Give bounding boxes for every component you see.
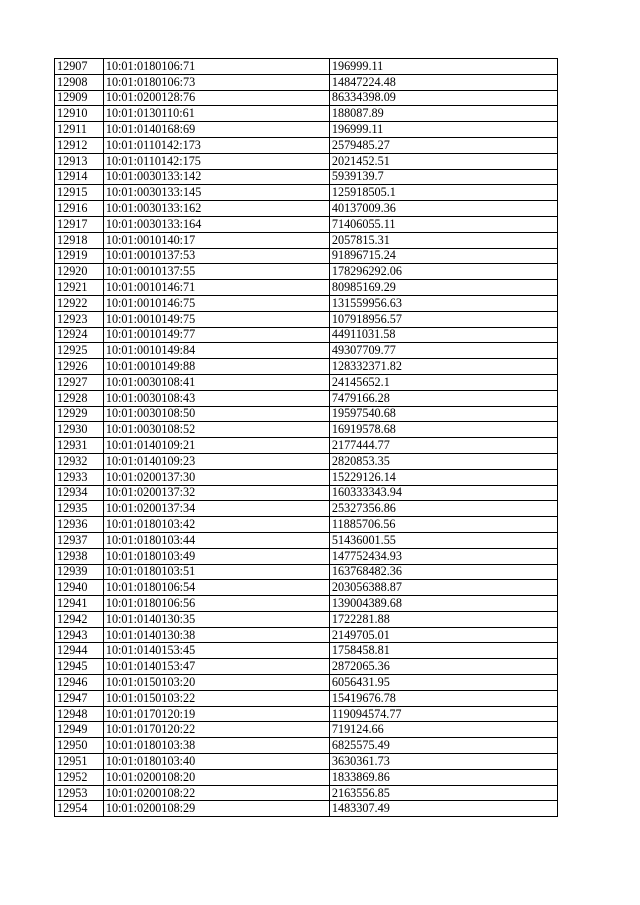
table-row xyxy=(55,153,558,169)
table-row xyxy=(55,406,558,422)
value-cell: 147752434.93 xyxy=(329,548,557,564)
row-number-cell: 12935 xyxy=(55,501,104,517)
value-cell: 24145652.1 xyxy=(329,374,557,390)
row-number-cell: 12913 xyxy=(55,153,104,169)
cadastral-number-cell: 10:01:0030108:52 xyxy=(103,422,329,438)
cadastral-number-cell: 10:01:0140130:35 xyxy=(103,611,329,627)
value-cell: 14847224.48 xyxy=(329,74,557,90)
cadastral-number-cell: 10:01:0200128:76 xyxy=(103,90,329,106)
row-number-cell: 12944 xyxy=(55,643,104,659)
table-row xyxy=(55,122,558,138)
table-row xyxy=(55,580,558,596)
value-cell: 15419676.78 xyxy=(329,690,557,706)
value-cell: 196999.11 xyxy=(329,122,557,138)
value-cell: 2872065.36 xyxy=(329,659,557,675)
table-row xyxy=(55,564,558,580)
table-row xyxy=(55,216,558,232)
table-row xyxy=(55,137,558,153)
cadastral-number-cell: 10:01:0140153:47 xyxy=(103,659,329,675)
cadastral-number-cell: 10:01:0010146:75 xyxy=(103,295,329,311)
cadastral-number-cell: 10:01:0030133:162 xyxy=(103,201,329,217)
value-cell: 2177444.77 xyxy=(329,438,557,454)
table-row xyxy=(55,738,558,754)
table-row xyxy=(55,327,558,343)
row-number-cell: 12917 xyxy=(55,216,104,232)
table-row xyxy=(55,90,558,106)
row-number-cell: 12945 xyxy=(55,659,104,675)
value-cell: 188087.89 xyxy=(329,106,557,122)
data-table xyxy=(54,58,558,817)
table-row xyxy=(55,343,558,359)
value-cell: 91896715.24 xyxy=(329,248,557,264)
value-cell: 1758458.81 xyxy=(329,643,557,659)
value-cell: 16919578.68 xyxy=(329,422,557,438)
row-number-cell: 12951 xyxy=(55,754,104,770)
cadastral-number-cell: 10:01:0180103:38 xyxy=(103,738,329,754)
cadastral-number-cell: 10:01:0110142:173 xyxy=(103,137,329,153)
row-number-cell: 12936 xyxy=(55,517,104,533)
cadastral-number-cell: 10:01:0140109:21 xyxy=(103,438,329,454)
cadastral-number-cell: 10:01:0180103:42 xyxy=(103,517,329,533)
table-row xyxy=(55,374,558,390)
cadastral-number-cell: 10:01:0140109:23 xyxy=(103,453,329,469)
value-cell: 139004389.68 xyxy=(329,596,557,612)
table-row xyxy=(55,754,558,770)
value-cell: 125918505.1 xyxy=(329,185,557,201)
row-number-cell: 12931 xyxy=(55,438,104,454)
cadastral-number-cell: 10:01:0180106:56 xyxy=(103,596,329,612)
table-row xyxy=(55,106,558,122)
row-number-cell: 12943 xyxy=(55,627,104,643)
row-number-cell: 12950 xyxy=(55,738,104,754)
cadastral-number-cell: 10:01:0130110:61 xyxy=(103,106,329,122)
cadastral-number-cell: 10:01:0010137:53 xyxy=(103,248,329,264)
row-number-cell: 12916 xyxy=(55,201,104,217)
value-cell: 1833869.86 xyxy=(329,769,557,785)
cadastral-number-cell: 10:01:0010140:17 xyxy=(103,232,329,248)
value-cell: 2820853.35 xyxy=(329,453,557,469)
row-number-cell: 12915 xyxy=(55,185,104,201)
value-cell: 71406055.11 xyxy=(329,216,557,232)
cadastral-number-cell: 10:01:0030108:50 xyxy=(103,406,329,422)
table-row xyxy=(55,611,558,627)
table-row xyxy=(55,643,558,659)
table-row xyxy=(55,185,558,201)
cadastral-number-cell: 10:01:0180103:49 xyxy=(103,548,329,564)
table-row xyxy=(55,548,558,564)
row-number-cell: 12907 xyxy=(55,59,104,75)
value-cell: 49307709.77 xyxy=(329,343,557,359)
row-number-cell: 12927 xyxy=(55,374,104,390)
table-row xyxy=(55,74,558,90)
cadastral-number-cell: 10:01:0180106:54 xyxy=(103,580,329,596)
table-row xyxy=(55,596,558,612)
cadastral-number-cell: 10:01:0200137:34 xyxy=(103,501,329,517)
row-number-cell: 12947 xyxy=(55,690,104,706)
row-number-cell: 12953 xyxy=(55,785,104,801)
cadastral-number-cell: 10:01:0200108:22 xyxy=(103,785,329,801)
row-number-cell: 12940 xyxy=(55,580,104,596)
cadastral-number-cell: 10:01:0180103:40 xyxy=(103,754,329,770)
table-body xyxy=(55,59,558,817)
table-row xyxy=(55,501,558,517)
value-cell: 44911031.58 xyxy=(329,327,557,343)
table-row xyxy=(55,627,558,643)
row-number-cell: 12912 xyxy=(55,137,104,153)
table-row xyxy=(55,453,558,469)
row-number-cell: 12929 xyxy=(55,406,104,422)
table-row xyxy=(55,469,558,485)
cadastral-number-cell: 10:01:0140130:38 xyxy=(103,627,329,643)
row-number-cell: 12918 xyxy=(55,232,104,248)
row-number-cell: 12925 xyxy=(55,343,104,359)
cadastral-number-cell: 10:01:0170120:19 xyxy=(103,706,329,722)
cadastral-number-cell: 10:01:0180103:44 xyxy=(103,532,329,548)
cadastral-number-cell: 10:01:0030108:43 xyxy=(103,390,329,406)
value-cell: 119094574.77 xyxy=(329,706,557,722)
cadastral-number-cell: 10:01:0180106:71 xyxy=(103,59,329,75)
table-row xyxy=(55,169,558,185)
table-row xyxy=(55,769,558,785)
table-row xyxy=(55,675,558,691)
cadastral-number-cell: 10:01:0180106:73 xyxy=(103,74,329,90)
cadastral-number-cell: 10:01:0010149:77 xyxy=(103,327,329,343)
value-cell: 25327356.86 xyxy=(329,501,557,517)
value-cell: 6056431.95 xyxy=(329,675,557,691)
table-row xyxy=(55,248,558,264)
value-cell: 1722281.88 xyxy=(329,611,557,627)
row-number-cell: 12922 xyxy=(55,295,104,311)
cadastral-number-cell: 10:01:0010149:88 xyxy=(103,359,329,375)
value-cell: 196999.11 xyxy=(329,59,557,75)
value-cell: 80985169.29 xyxy=(329,280,557,296)
table-row xyxy=(55,485,558,501)
cadastral-number-cell: 10:01:0110142:175 xyxy=(103,153,329,169)
table-row xyxy=(55,295,558,311)
value-cell: 19597540.68 xyxy=(329,406,557,422)
row-number-cell: 12938 xyxy=(55,548,104,564)
value-cell: 3630361.73 xyxy=(329,754,557,770)
cadastral-number-cell: 10:01:0200137:32 xyxy=(103,485,329,501)
value-cell: 178296292.06 xyxy=(329,264,557,280)
cadastral-number-cell: 10:01:0010149:84 xyxy=(103,343,329,359)
table-row xyxy=(55,438,558,454)
cadastral-number-cell: 10:01:0200108:29 xyxy=(103,801,329,817)
table-row xyxy=(55,659,558,675)
cadastral-number-cell: 10:01:0170120:22 xyxy=(103,722,329,738)
table-row xyxy=(55,359,558,375)
value-cell: 719124.66 xyxy=(329,722,557,738)
cadastral-number-cell: 10:01:0180103:51 xyxy=(103,564,329,580)
cadastral-number-cell: 10:01:0030108:41 xyxy=(103,374,329,390)
row-number-cell: 12949 xyxy=(55,722,104,738)
row-number-cell: 12914 xyxy=(55,169,104,185)
table-row xyxy=(55,232,558,248)
row-number-cell: 12932 xyxy=(55,453,104,469)
cadastral-number-cell: 10:01:0030133:145 xyxy=(103,185,329,201)
value-cell: 7479166.28 xyxy=(329,390,557,406)
value-cell: 2163556.85 xyxy=(329,785,557,801)
cadastral-number-cell: 10:01:0030133:164 xyxy=(103,216,329,232)
value-cell: 2057815.31 xyxy=(329,232,557,248)
row-number-cell: 12908 xyxy=(55,74,104,90)
value-cell: 131559956.63 xyxy=(329,295,557,311)
table-row xyxy=(55,690,558,706)
value-cell: 2149705.01 xyxy=(329,627,557,643)
row-number-cell: 12942 xyxy=(55,611,104,627)
table-row xyxy=(55,311,558,327)
cadastral-number-cell: 10:01:0010137:55 xyxy=(103,264,329,280)
value-cell: 6825575.49 xyxy=(329,738,557,754)
row-number-cell: 12937 xyxy=(55,532,104,548)
value-cell: 15229126.14 xyxy=(329,469,557,485)
row-number-cell: 12924 xyxy=(55,327,104,343)
table-row xyxy=(55,706,558,722)
value-cell: 51436001.55 xyxy=(329,532,557,548)
row-number-cell: 12920 xyxy=(55,264,104,280)
table-row xyxy=(55,280,558,296)
cadastral-number-cell: 10:01:0010149:75 xyxy=(103,311,329,327)
value-cell: 107918956.57 xyxy=(329,311,557,327)
row-number-cell: 12952 xyxy=(55,769,104,785)
row-number-cell: 12926 xyxy=(55,359,104,375)
table-row xyxy=(55,422,558,438)
table-row xyxy=(55,201,558,217)
cadastral-number-cell: 10:01:0030133:142 xyxy=(103,169,329,185)
table-row xyxy=(55,785,558,801)
row-number-cell: 12939 xyxy=(55,564,104,580)
row-number-cell: 12946 xyxy=(55,675,104,691)
cadastral-number-cell: 10:01:0200108:20 xyxy=(103,769,329,785)
value-cell: 5939139.7 xyxy=(329,169,557,185)
value-cell: 40137009.36 xyxy=(329,201,557,217)
row-number-cell: 12934 xyxy=(55,485,104,501)
row-number-cell: 12909 xyxy=(55,90,104,106)
row-number-cell: 12948 xyxy=(55,706,104,722)
value-cell: 203056388.87 xyxy=(329,580,557,596)
value-cell: 1483307.49 xyxy=(329,801,557,817)
value-cell: 160333343.94 xyxy=(329,485,557,501)
cadastral-number-cell: 10:01:0150103:22 xyxy=(103,690,329,706)
row-number-cell: 12923 xyxy=(55,311,104,327)
table-row xyxy=(55,532,558,548)
value-cell: 2021452.51 xyxy=(329,153,557,169)
table-row xyxy=(55,801,558,817)
table-row xyxy=(55,264,558,280)
table-row xyxy=(55,390,558,406)
cadastral-number-cell: 10:01:0200137:30 xyxy=(103,469,329,485)
cadastral-number-cell: 10:01:0010146:71 xyxy=(103,280,329,296)
cadastral-number-cell: 10:01:0140153:45 xyxy=(103,643,329,659)
row-number-cell: 12910 xyxy=(55,106,104,122)
table-row xyxy=(55,517,558,533)
cadastral-number-cell: 10:01:0140168:69 xyxy=(103,122,329,138)
row-number-cell: 12928 xyxy=(55,390,104,406)
row-number-cell: 12930 xyxy=(55,422,104,438)
table-row xyxy=(55,722,558,738)
row-number-cell: 12911 xyxy=(55,122,104,138)
value-cell: 128332371.82 xyxy=(329,359,557,375)
table-row xyxy=(55,59,558,75)
row-number-cell: 12954 xyxy=(55,801,104,817)
value-cell: 163768482.36 xyxy=(329,564,557,580)
row-number-cell: 12921 xyxy=(55,280,104,296)
row-number-cell: 12919 xyxy=(55,248,104,264)
row-number-cell: 12933 xyxy=(55,469,104,485)
value-cell: 11885706.56 xyxy=(329,517,557,533)
value-cell: 86334398.09 xyxy=(329,90,557,106)
value-cell: 2579485.27 xyxy=(329,137,557,153)
cadastral-number-cell: 10:01:0150103:20 xyxy=(103,675,329,691)
row-number-cell: 12941 xyxy=(55,596,104,612)
